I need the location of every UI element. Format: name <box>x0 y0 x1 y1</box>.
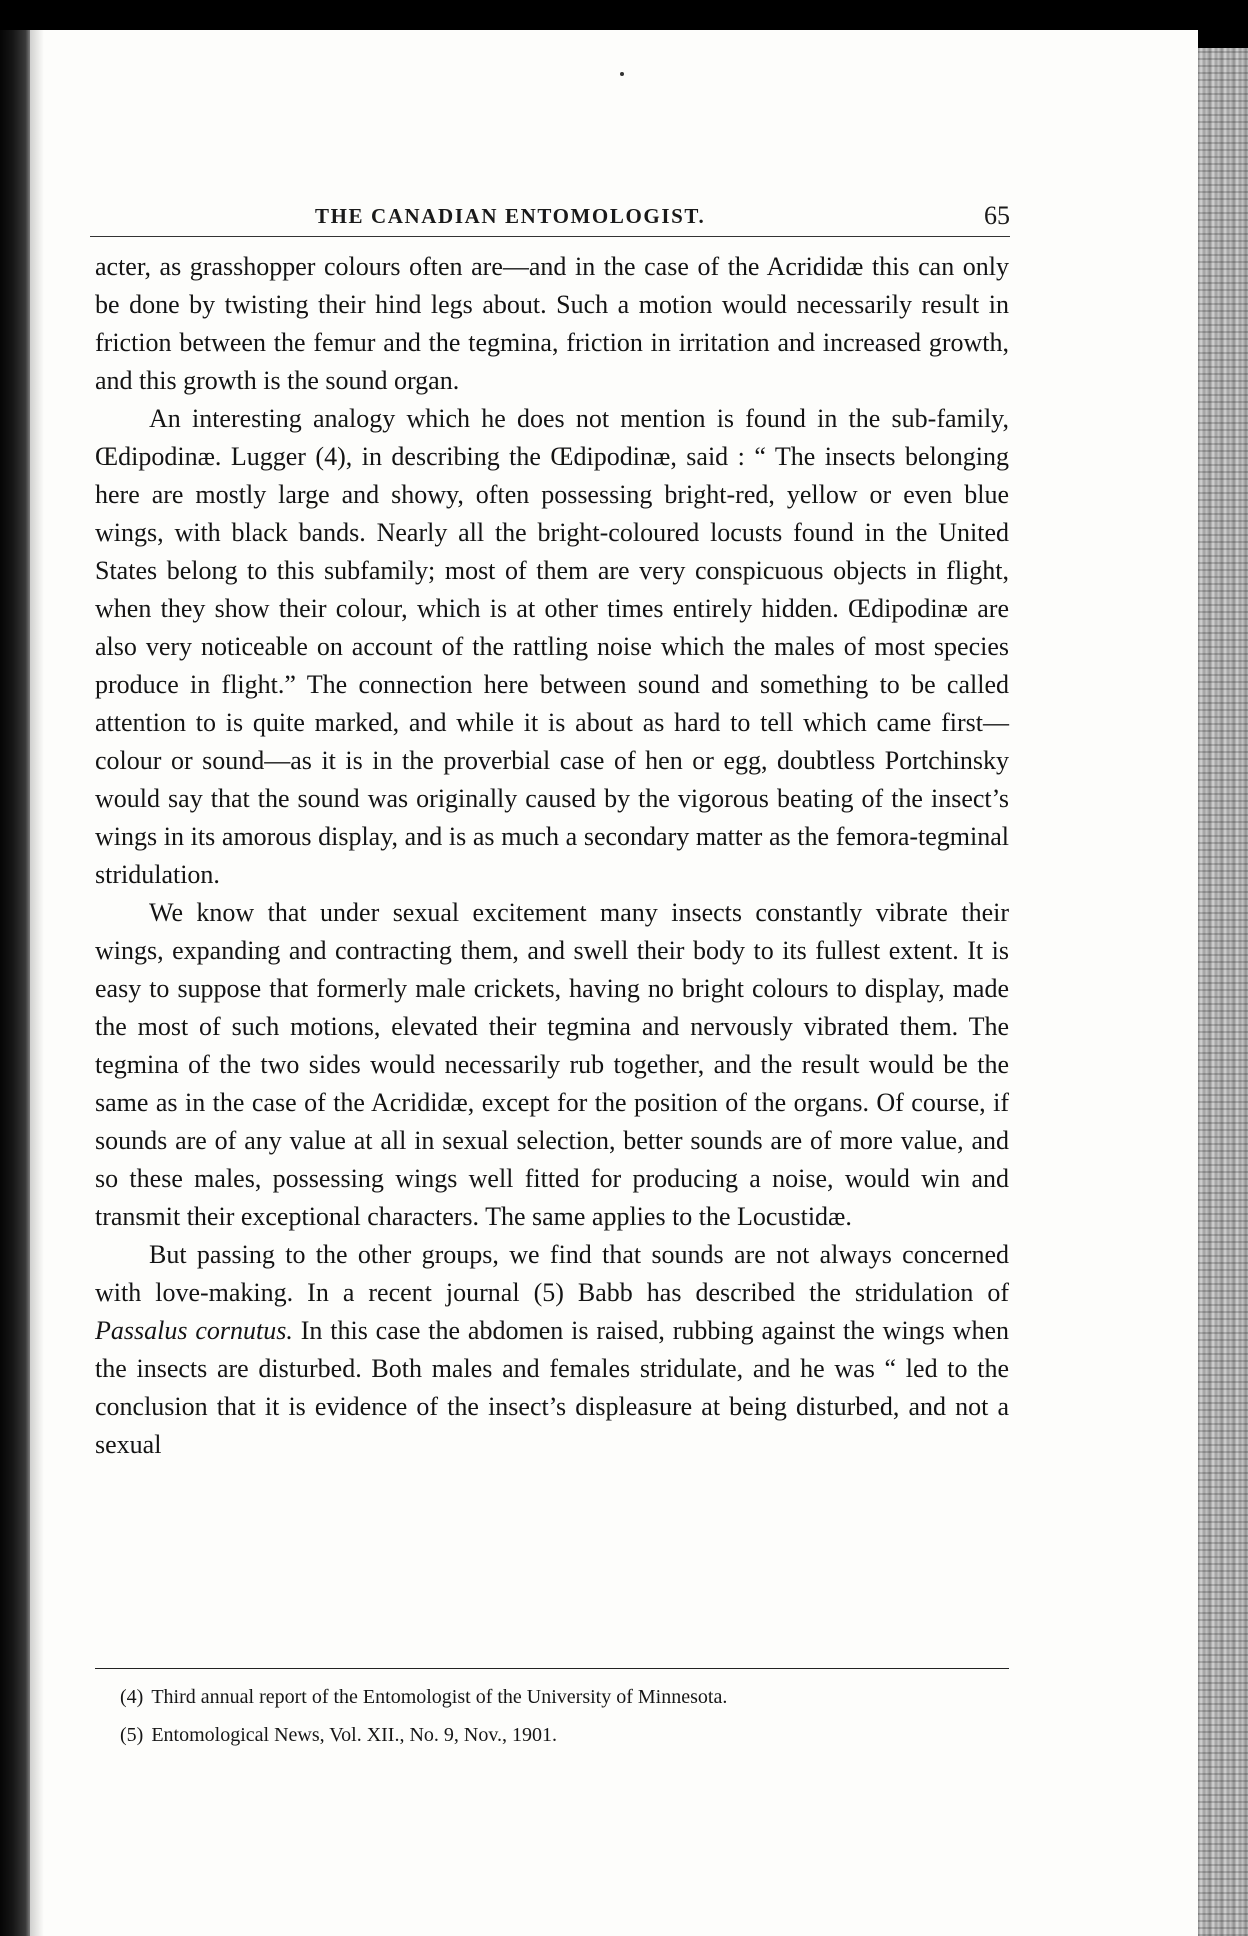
paragraph-1: acter, as grasshopper colours often are—and in the case of the Acrididæ this can only be done by twisting their hind legs about. Such a motion would necessarily result in friction between the femur and the tegmina, friction in irritation and increased growth, and this growth is the sound organ. <box>95 252 1009 395</box>
dust-speck <box>620 72 624 76</box>
paragraph-4 <box>95 1236 1009 1464</box>
footnote-text: Third annual report of the Entomologist of the University of Minnesota. <box>151 1686 728 1708</box>
footnote-mark: (5) <box>120 1724 144 1746</box>
footnote-mark: (4) <box>120 1686 144 1708</box>
gutter-shadow <box>30 30 44 1936</box>
body-text <box>95 248 1009 1464</box>
footnote-5 <box>120 1716 1000 1754</box>
header-rule <box>90 236 1010 237</box>
paragraph-4-start: But passing to the other groups, we find that sounds are not always concerned with love-making. In a recent journal (5) Babb has described the stridulation of <box>95 1240 1009 1307</box>
paragraph-4-end: In this case the abdomen is raised, rubbing against the wings when the insects are disturbed. Both males and females stridulate, and he was “ led to the conclusion that it is evidence of the insect’s displeasure at being disturbed, and not a sexual <box>95 1316 1009 1459</box>
paragraph-2: An interesting analogy which he does not mention is found in the sub-family, Œdipodinæ. Lugger (4), in describing the Œdipodinæ, said : “ The insects belonging here are mostly large and showy, often possessing bright-red, yellow or even blue wings, with black bands. Nearly all the bright-coloured locusts found in the United States belong to this subfamily; most of them are very conspicuous objects in flight, when they show their colour, which is at other times entirely hidden. Œdipodinæ are also very noticeable on account of the rattling noise which the males of most species produce in flight.” The connection here between sound and something to be called attention to is quite marked, and while it is about as hard to tell which came first—colour or sound—as it is in the proverbial case of hen or egg, doubtless Portchinsky would say that the sound was originally caused by the vigorous beating of the insect’s wings in its amorous display, and is as much a secondary matter as the femora-tegminal stridulation. <box>95 404 1009 889</box>
page-stack-edge <box>1195 48 1248 1936</box>
book-spine-edge <box>0 30 32 1936</box>
running-header <box>90 196 1010 236</box>
footnote-4 <box>120 1678 1000 1716</box>
page-number: 65 <box>984 201 1010 230</box>
running-title: THE CANADIAN ENTOMOLOGIST. <box>315 204 706 228</box>
paragraph-3: We know that under sexual excitement many insects constantly vibrate their wings, expanding and contracting them, and swell their body to its fullest extent. It is easy to suppose that formerly male crickets, having no bright colours to display, made the most of such motions, elevated their tegmina and nervously vibrated them. The tegmina of the two sides would necessarily rub together, and the result would be the same as in the case of the Acrididæ, except for the position of the organs. Of course, if sounds are of any value at all in sexual selection, better sounds are of more value, and so these males, possessing wings well fitted for producing a noise, would win and transmit their exceptional characters. The same applies to the Locustidæ. <box>95 898 1009 1231</box>
footnotes <box>120 1678 1000 1754</box>
footnote-rule <box>95 1668 1009 1669</box>
footnote-text: Entomological News, Vol. XII., No. 9, Nov., 1901. <box>151 1724 558 1746</box>
species-name: Passalus cornutus. <box>95 1316 293 1345</box>
